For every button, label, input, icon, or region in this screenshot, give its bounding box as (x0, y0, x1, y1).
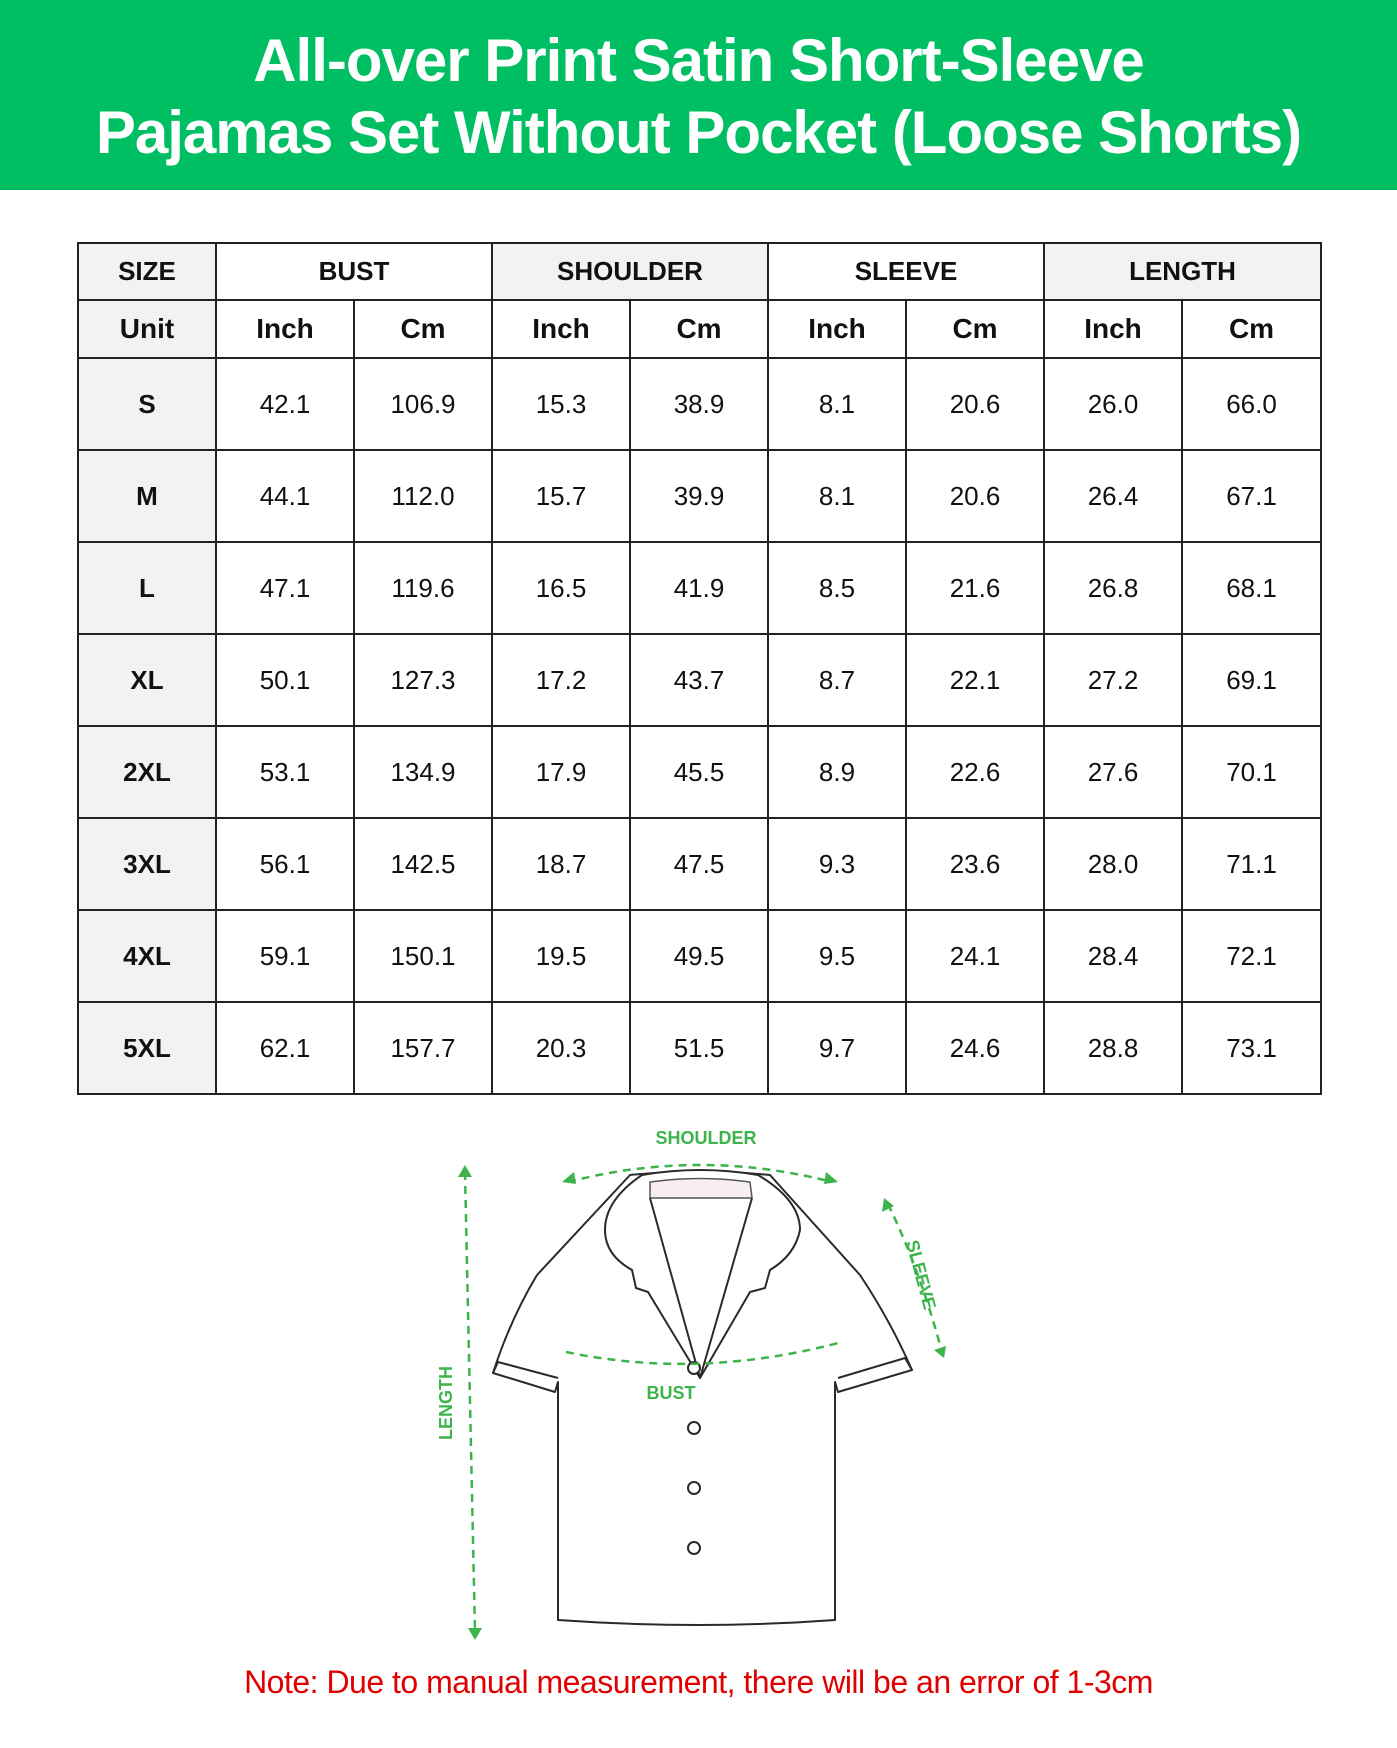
measurement-cell: 8.9 (768, 726, 906, 818)
measurement-cell: 20.6 (906, 358, 1044, 450)
table-row (78, 358, 1321, 450)
measurement-cell: 27.2 (1044, 634, 1182, 726)
measurement-cell: 17.2 (492, 634, 630, 726)
size-chart-table (77, 242, 1322, 1095)
table-row (78, 910, 1321, 1002)
measurement-cell: 59.1 (216, 910, 354, 1002)
measurement-cell: 24.6 (906, 1002, 1044, 1094)
button-icon (688, 1482, 700, 1494)
group-header-size: SIZE (78, 243, 216, 300)
size-cell: M (78, 450, 216, 542)
size-cell: S (78, 358, 216, 450)
measurement-cell: 127.3 (354, 634, 492, 726)
measurement-cell: 68.1 (1182, 542, 1321, 634)
size-cell: 3XL (78, 818, 216, 910)
sleeve-label: SLEEVE (902, 1237, 940, 1312)
size-cell: 2XL (78, 726, 216, 818)
unit-header-row (78, 300, 1321, 358)
group-header-length: LENGTH (1044, 243, 1321, 300)
measurement-cell: 67.1 (1182, 450, 1321, 542)
measurement-cell: 45.5 (630, 726, 768, 818)
measurement-cell: 106.9 (354, 358, 492, 450)
table-row (78, 726, 1321, 818)
unit-header-cell: Inch (492, 300, 630, 358)
measurement-cell: 43.7 (630, 634, 768, 726)
measurement-cell: 70.1 (1182, 726, 1321, 818)
measurement-cell: 51.5 (630, 1002, 768, 1094)
shoulder-label: SHOULDER (655, 1128, 757, 1148)
unit-header-cell: Cm (1182, 300, 1321, 358)
table-row (78, 818, 1321, 910)
shirt-outline-icon (493, 1170, 912, 1625)
button-icon (688, 1542, 700, 1554)
shirt-measurement-diagram (0, 1120, 1397, 1660)
measurement-cell: 26.0 (1044, 358, 1182, 450)
table-row (78, 1002, 1321, 1094)
table-row (78, 634, 1321, 726)
measurement-cell: 150.1 (354, 910, 492, 1002)
measurement-cell: 15.3 (492, 358, 630, 450)
unit-header-cell: Cm (630, 300, 768, 358)
unit-header-cell: Inch (1044, 300, 1182, 358)
title-line-1: All-over Print Satin Short-Sleeve (253, 27, 1144, 94)
measurement-cell: 28.0 (1044, 818, 1182, 910)
table-row (78, 450, 1321, 542)
measurement-cell: 24.1 (906, 910, 1044, 1002)
bust-label: BUST (646, 1383, 696, 1403)
length-measure-line (465, 1172, 475, 1632)
size-cell: 5XL (78, 1002, 216, 1094)
arrow-icon (562, 1172, 576, 1184)
measurement-cell: 66.0 (1182, 358, 1321, 450)
measurement-cell: 9.5 (768, 910, 906, 1002)
measurement-cell: 17.9 (492, 726, 630, 818)
arrow-icon (934, 1346, 946, 1358)
measurement-cell: 27.6 (1044, 726, 1182, 818)
measurement-cell: 73.1 (1182, 1002, 1321, 1094)
measurement-cell: 8.1 (768, 450, 906, 542)
measurement-cell: 41.9 (630, 542, 768, 634)
measurement-cell: 26.8 (1044, 542, 1182, 634)
measurement-cell: 19.5 (492, 910, 630, 1002)
measurement-cell: 9.3 (768, 818, 906, 910)
measurement-cell: 119.6 (354, 542, 492, 634)
measurement-cell: 26.4 (1044, 450, 1182, 542)
measurement-cell: 28.4 (1044, 910, 1182, 1002)
arrow-icon (824, 1172, 838, 1184)
measurement-cell: 47.1 (216, 542, 354, 634)
group-header-row (78, 243, 1321, 300)
measurement-cell: 16.5 (492, 542, 630, 634)
size-cell: XL (78, 634, 216, 726)
measurement-cell: 71.1 (1182, 818, 1321, 910)
measurement-cell: 9.7 (768, 1002, 906, 1094)
button-icon (688, 1422, 700, 1434)
measurement-cell: 22.1 (906, 634, 1044, 726)
measurement-cell: 23.6 (906, 818, 1044, 910)
measurement-cell: 56.1 (216, 818, 354, 910)
group-header-bust: BUST (216, 243, 492, 300)
measurement-cell: 53.1 (216, 726, 354, 818)
measurement-cell: 20.6 (906, 450, 1044, 542)
unit-header-cell: Cm (354, 300, 492, 358)
arrow-icon (468, 1628, 482, 1640)
size-cell: L (78, 542, 216, 634)
measurement-cell: 38.9 (630, 358, 768, 450)
measurement-cell: 49.5 (630, 910, 768, 1002)
size-cell: 4XL (78, 910, 216, 1002)
measurement-cell: 28.8 (1044, 1002, 1182, 1094)
measurement-cell: 134.9 (354, 726, 492, 818)
measurement-cell: 8.7 (768, 634, 906, 726)
measurement-cell: 142.5 (354, 818, 492, 910)
measurement-cell: 22.6 (906, 726, 1044, 818)
group-header-shoulder: SHOULDER (492, 243, 768, 300)
measurement-cell: 18.7 (492, 818, 630, 910)
measurement-cell: 20.3 (492, 1002, 630, 1094)
measurement-cell: 157.7 (354, 1002, 492, 1094)
unit-header-cell: Inch (216, 300, 354, 358)
measurement-cell: 8.1 (768, 358, 906, 450)
table-row (78, 542, 1321, 634)
group-header-sleeve: SLEEVE (768, 243, 1044, 300)
unit-header-cell: Cm (906, 300, 1044, 358)
measurement-cell: 39.9 (630, 450, 768, 542)
measurement-cell: 15.7 (492, 450, 630, 542)
title-banner (0, 0, 1397, 190)
unit-header-label: Unit (78, 300, 216, 358)
measurement-cell: 69.1 (1182, 634, 1321, 726)
length-label: LENGTH (436, 1366, 456, 1440)
measurement-note: Note: Due to manual measurement, there will be an error of 1-3cm (244, 1664, 1153, 1700)
title-line-2: Pajamas Set Without Pocket (Loose Shorts) (95, 99, 1302, 166)
measurement-cell: 47.5 (630, 818, 768, 910)
measurement-cell: 21.6 (906, 542, 1044, 634)
arrow-icon (458, 1165, 472, 1177)
measurement-cell: 42.1 (216, 358, 354, 450)
measurement-cell: 44.1 (216, 450, 354, 542)
unit-header-cell: Inch (768, 300, 906, 358)
measurement-cell: 50.1 (216, 634, 354, 726)
measurement-cell: 62.1 (216, 1002, 354, 1094)
measurement-cell: 72.1 (1182, 910, 1321, 1002)
measurement-cell: 112.0 (354, 450, 492, 542)
measurement-cell: 8.5 (768, 542, 906, 634)
